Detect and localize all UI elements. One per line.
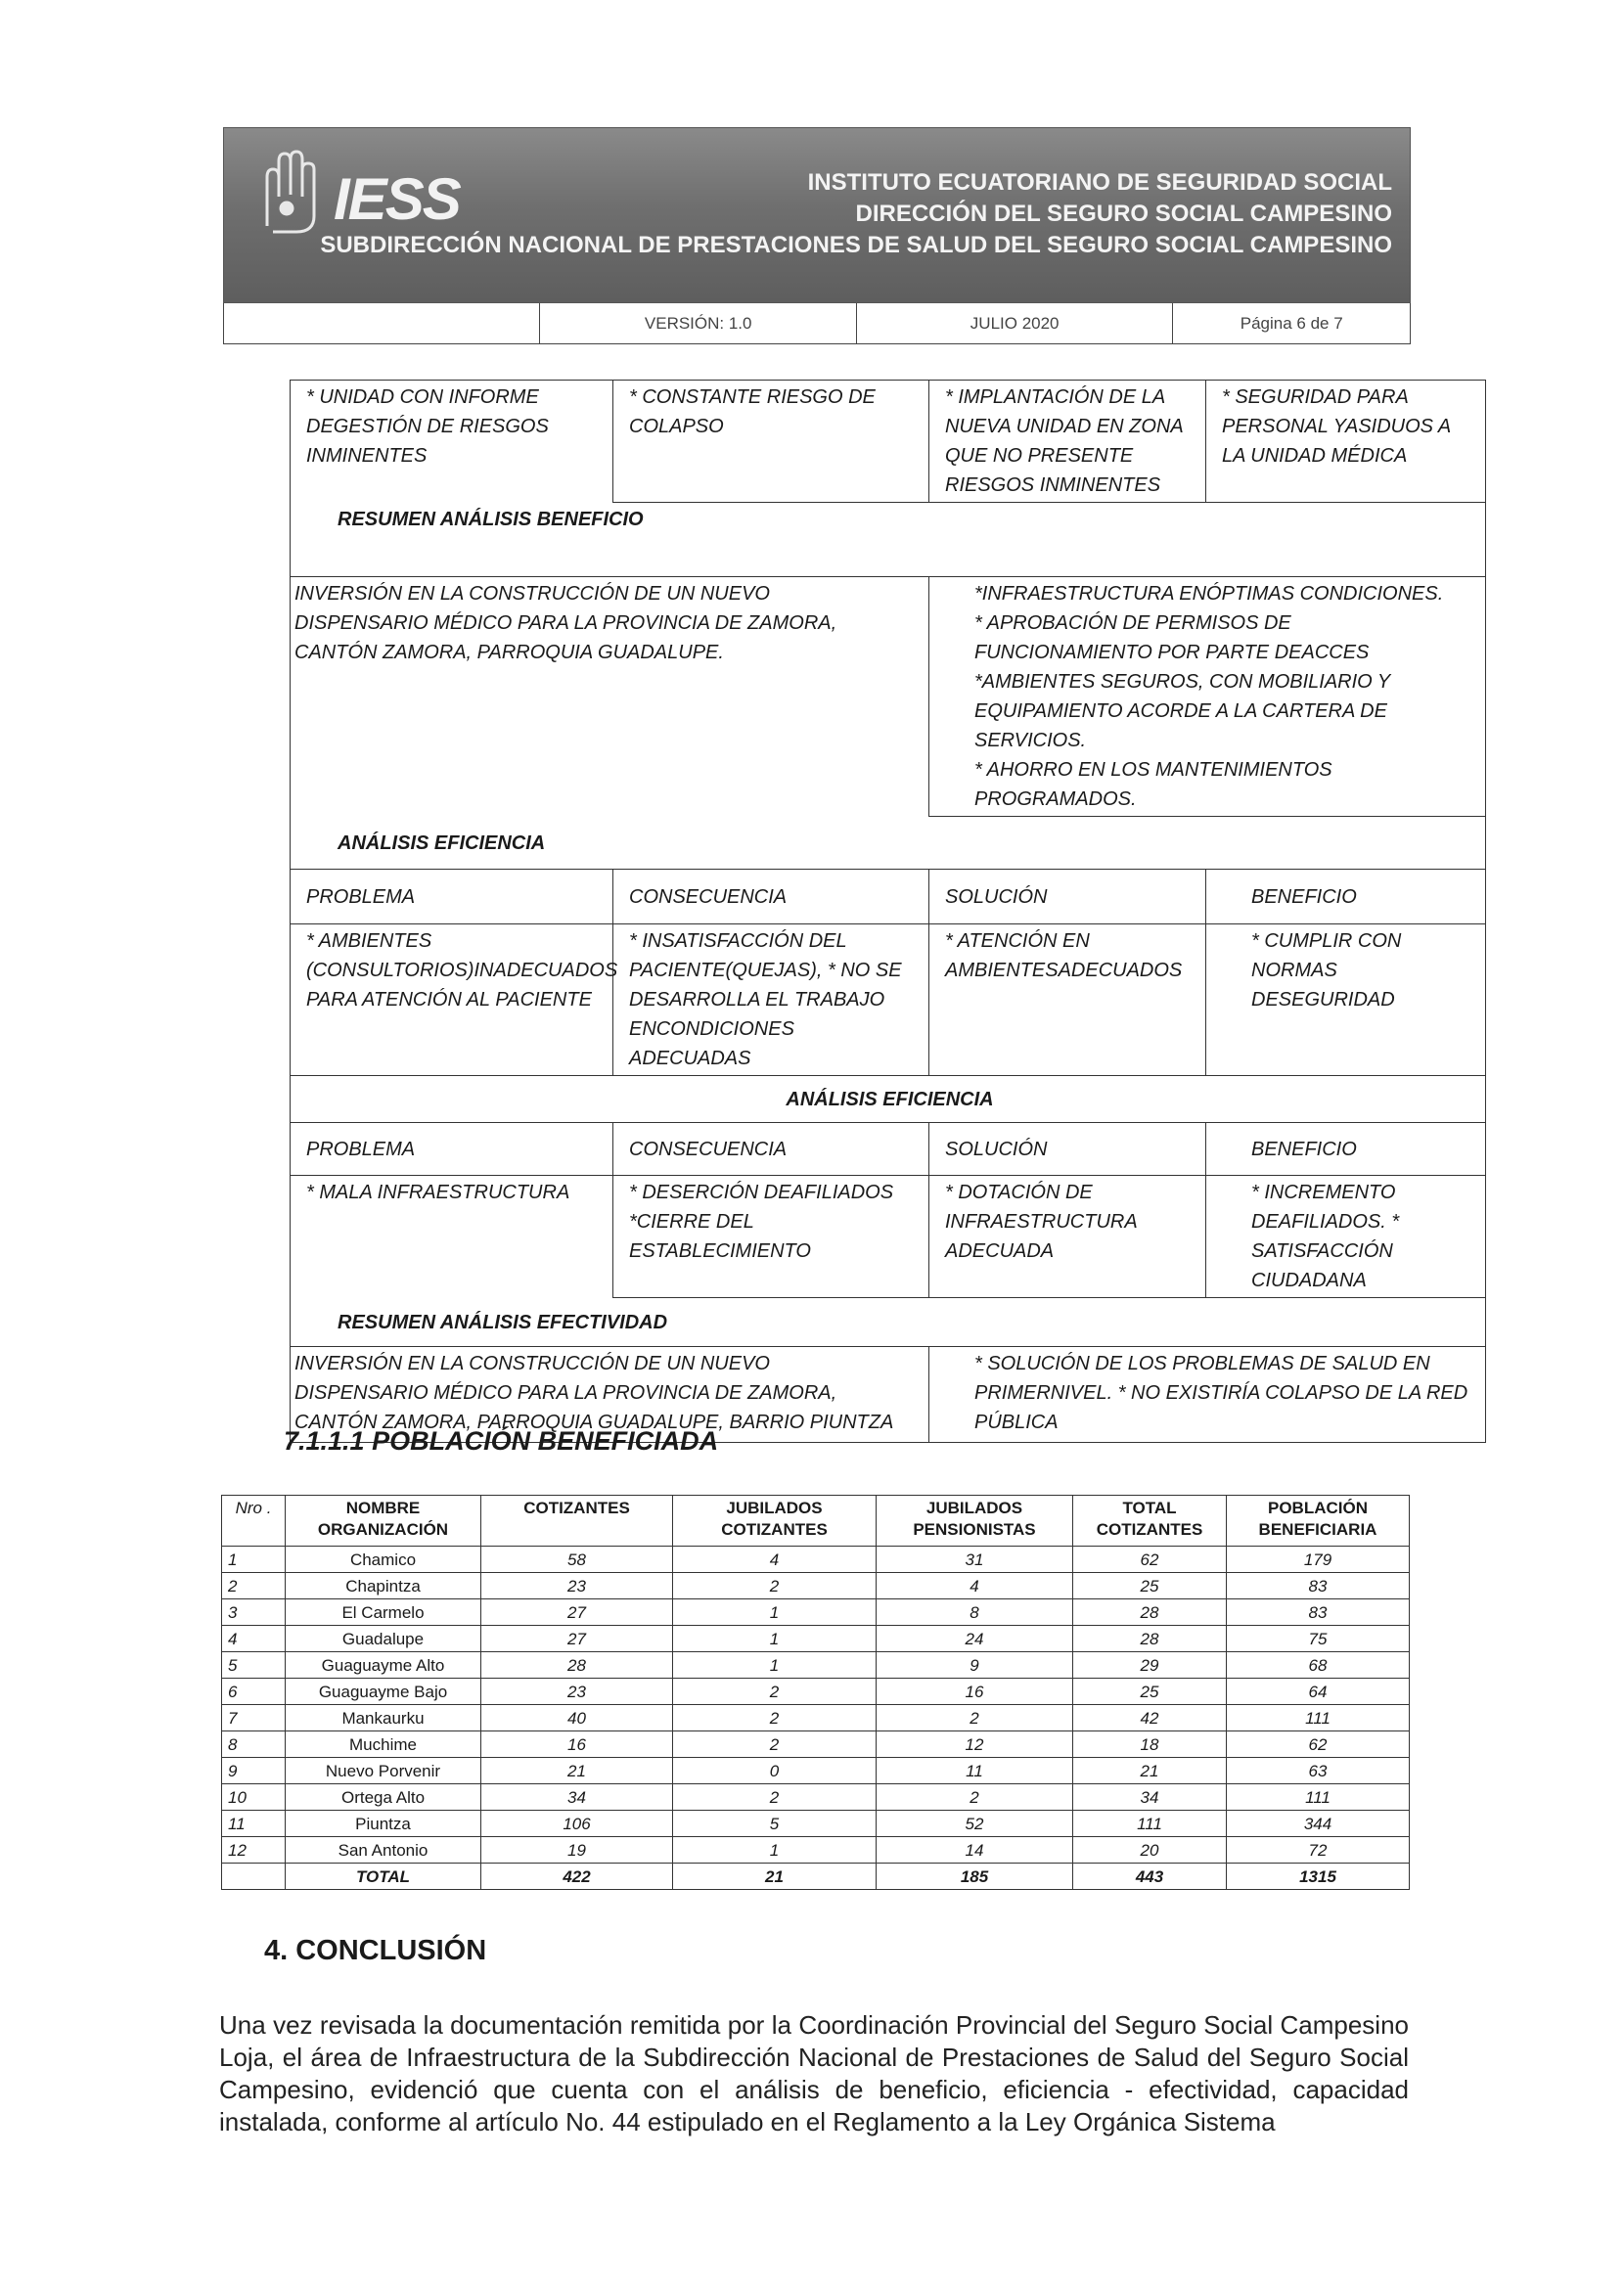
column-header: COTIZANTES [481, 1496, 673, 1547]
table-cell: 2 [673, 1705, 877, 1731]
total-cell: 443 [1073, 1864, 1227, 1890]
table-cell: * AMBIENTES (CONSULTORIOS)INADECUADOS PARA ATENCIÓN AL PACIENTE [291, 924, 613, 1076]
table-cell: 52 [877, 1811, 1073, 1837]
table-cell: 16 [481, 1731, 673, 1758]
total-cell: 21 [673, 1864, 877, 1890]
table-cell: 42 [1073, 1705, 1227, 1731]
table-row [222, 1731, 1410, 1758]
table-row [291, 1298, 1486, 1347]
table-cell: 27 [481, 1626, 673, 1652]
header-beneficio: BENEFICIO [1206, 870, 1486, 924]
total-cell: TOTAL [286, 1864, 481, 1890]
table-cell: 11 [877, 1758, 1073, 1784]
table-cell: 23 [481, 1679, 673, 1705]
table-row [222, 1758, 1410, 1784]
version-row [223, 303, 1411, 344]
header-problema: PROBLEMA [291, 870, 613, 924]
beneficio-details [929, 577, 1486, 817]
table-cell: 4 [877, 1573, 1073, 1599]
total-cell: 185 [877, 1864, 1073, 1890]
table-cell: 2 [673, 1679, 877, 1705]
total-cell [222, 1864, 286, 1890]
organization-name-cell: Muchime [286, 1731, 481, 1758]
table-row [291, 1176, 1486, 1298]
table-cell: 40 [481, 1705, 673, 1731]
column-header: NOMBRE ORGANIZACIÓN [286, 1496, 481, 1547]
table-cell: 0 [673, 1758, 877, 1784]
population-table [221, 1495, 1410, 1890]
table-row [291, 870, 1486, 924]
conclusion-paragraph: Una vez revisada la documentación remitida por la Coordinación Provincial del Seguro Social Campesino Loja, el área de Infraestructura de la Subdirección Nacional de Prestaciones de Salud del Seguro Social Campesino, evidenció que cuenta con el análisis de beneficio, eficiencia - efectividad, capacidad instalada, conforme al artículo No. 44 estipulado en el Reglamento a la Ley Orgánica Sistema [219, 2010, 1409, 2136]
organization-name-cell: Mankaurku [286, 1705, 481, 1731]
table-row [222, 1652, 1410, 1679]
table-cell: 2 [673, 1731, 877, 1758]
table-cell: 19 [481, 1837, 673, 1864]
table-cell: 344 [1227, 1811, 1410, 1837]
page-number-cell: Página 6 de 7 [1240, 313, 1343, 333]
organization-name-cell: San Antonio [286, 1837, 481, 1864]
column-header: POBLACIÓN BENEFICIARIA [1227, 1496, 1410, 1547]
header-banner [223, 127, 1411, 303]
table-cell: 27 [481, 1599, 673, 1626]
table-row [222, 1837, 1410, 1864]
table-row [222, 1705, 1410, 1731]
institute-name: INSTITUTO ECUATORIANO DE SEGURIDAD SOCIAL [807, 169, 1392, 196]
table-cell: 83 [1227, 1573, 1410, 1599]
table-cell: 4 [673, 1547, 877, 1573]
table-cell: 34 [1073, 1784, 1227, 1811]
eficiencia-label: ANÁLISIS EFICIENCIA [291, 817, 1486, 870]
table-cell: 23 [481, 1573, 673, 1599]
beneficio-item: *INFRAESTRUCTURA ENÓPTIMAS CONDICIONES. [974, 583, 1444, 605]
table-cell: 111 [1227, 1705, 1410, 1731]
table-cell: 7 [222, 1705, 286, 1731]
table-cell: 2 [222, 1573, 286, 1599]
table-cell: 25 [1073, 1573, 1227, 1599]
table-cell: 10 [222, 1784, 286, 1811]
table-cell: 62 [1227, 1731, 1410, 1758]
column-header: Nro . [222, 1496, 286, 1547]
beneficio-item: * APROBACIÓN DE PERMISOS DE FUNCIONAMIENTO POR PARTE DEACCES *AMBIENTES SEGUROS, CON MOBILIARIO Y EQUIPAMIENTO ACORDE A LA CARTERA DE SERVICIOS. [974, 612, 1390, 751]
header-solucion: SOLUCIÓN [929, 1123, 1206, 1176]
table-cell: 21 [1073, 1758, 1227, 1784]
table-cell: 1 [673, 1652, 877, 1679]
table-cell: 20 [1073, 1837, 1227, 1864]
date-cell: JULIO 2020 [857, 303, 1173, 343]
header-problema: PROBLEMA [291, 1123, 613, 1176]
table-cell: 64 [1227, 1679, 1410, 1705]
table-cell: 5 [222, 1652, 286, 1679]
table-cell: * UNIDAD CON INFORME DEGESTIÓN DE RIESGOS INMINENTES [291, 381, 613, 503]
iess-logo [253, 148, 460, 236]
column-header: TOTAL COTIZANTES [1073, 1496, 1227, 1547]
table-cell: 2 [673, 1573, 877, 1599]
table-cell: 31 [877, 1547, 1073, 1573]
table-cell: 18 [1073, 1731, 1227, 1758]
table-cell: 58 [481, 1547, 673, 1573]
table-cell: 25 [1073, 1679, 1227, 1705]
table-cell: 28 [481, 1652, 673, 1679]
table-cell: 83 [1227, 1599, 1410, 1626]
table-cell: * ATENCIÓN EN AMBIENTESADECUADOS [929, 924, 1206, 1076]
beneficio-summary: INVERSIÓN EN LA CONSTRUCCIÓN DE UN NUEVO DISPENSARIO MÉDICO PARA LA PROVINCIA DE ZAMORA, CANTÓN ZAMORA, PARROQUIA GUADALUPE. [291, 577, 929, 817]
table-cell: 62 [1073, 1547, 1227, 1573]
version-blank-cell [224, 303, 540, 343]
column-header: JUBILADOS PENSIONISTAS [877, 1496, 1073, 1547]
table-cell: * MALA INFRAESTRUCTURA [291, 1176, 613, 1298]
table-row [222, 1784, 1410, 1811]
eficiencia-label-2: ANÁLISIS EFICIENCIA [291, 1076, 1486, 1123]
conclusion-title: 4. CONCLUSIÓN [264, 1935, 487, 1966]
table-cell: 2 [877, 1705, 1073, 1731]
hand-logo-icon [253, 148, 322, 236]
table-cell: 8 [222, 1731, 286, 1758]
table-cell: 1 [673, 1837, 877, 1864]
table-cell: 106 [481, 1811, 673, 1837]
organization-name-cell: Guadalupe [286, 1626, 481, 1652]
table-cell: 111 [1227, 1784, 1410, 1811]
table-row [222, 1811, 1410, 1837]
total-row [222, 1864, 1410, 1890]
logo-wordmark: IESS [334, 166, 460, 232]
organization-name-cell: Guaguayme Alto [286, 1652, 481, 1679]
efectividad-details: * SOLUCIÓN DE LOS PROBLEMAS DE SALUD EN PRIMERNIVEL. * NO EXISTIRÍA COLAPSO DE LA RED PÚBLICA [929, 1347, 1486, 1443]
header-beneficio: BENEFICIO [1206, 1123, 1486, 1176]
table-cell: 1 [222, 1547, 286, 1573]
table-cell: 68 [1227, 1652, 1410, 1679]
table-cell: * IMPLANTACIÓN DE LA NUEVA UNIDAD EN ZONA QUE NO PRESENTE RIESGOS INMINENTES [929, 381, 1206, 503]
table-cell: 12 [877, 1731, 1073, 1758]
direction-name: DIRECCIÓN DEL SEGURO SOCIAL CAMPESINO [855, 201, 1392, 227]
table-cell: 2 [673, 1784, 877, 1811]
table-row [222, 1547, 1410, 1573]
header-solucion: SOLUCIÓN [929, 870, 1206, 924]
subdirection-name: SUBDIRECCIÓN NACIONAL DE PRESTACIONES DE SALUD DEL SEGURO SOCIAL CAMPESINO [320, 232, 1392, 258]
population-table-body [222, 1547, 1410, 1890]
organization-name-cell: Chapintza [286, 1573, 481, 1599]
table-cell: 5 [673, 1811, 877, 1837]
table-cell: 9 [222, 1758, 286, 1784]
table-row [222, 1679, 1410, 1705]
total-cell: 1315 [1227, 1864, 1410, 1890]
version-cell: VERSIÓN: 1.0 [540, 303, 856, 343]
table-row [291, 1076, 1486, 1123]
table-cell: 16 [877, 1679, 1073, 1705]
table-row [291, 503, 1486, 577]
table-cell: 3 [222, 1599, 286, 1626]
organization-name-cell: Chamico [286, 1547, 481, 1573]
table-cell: * CONSTANTE RIESGO DE COLAPSO [613, 381, 929, 503]
table-row [222, 1573, 1410, 1599]
table-header-row [222, 1496, 1410, 1547]
table-cell: 21 [481, 1758, 673, 1784]
analysis-table [290, 380, 1486, 1443]
table-cell: 11 [222, 1811, 286, 1837]
table-row [291, 924, 1486, 1076]
table-cell: 29 [1073, 1652, 1227, 1679]
table-row [291, 1123, 1486, 1176]
resumen-beneficio-label: RESUMEN ANÁLISIS BENEFICIO [291, 503, 1486, 577]
table-cell: 24 [877, 1626, 1073, 1652]
table-row [222, 1626, 1410, 1652]
table-row [291, 577, 1486, 817]
efectividad-summary: INVERSIÓN EN LA CONSTRUCCIÓN DE UN NUEVO DISPENSARIO MÉDICO PARA LA PROVINCIA DE ZAMORA, CANTÓN ZAMORA, PARROQUIA GUADALUPE, BARRIO PIUNTZA [291, 1347, 929, 1443]
table-cell: * CUMPLIR CON NORMAS DESEGURIDAD [1206, 924, 1486, 1076]
beneficio-item: * AHORRO EN LOS MANTENIMIENTOS PROGRAMADOS. [974, 759, 1332, 810]
organization-name-cell: Ortega Alto [286, 1784, 481, 1811]
organization-name-cell: Guaguayme Bajo [286, 1679, 481, 1705]
table-cell: 4 [222, 1626, 286, 1652]
table-cell: * DESERCIÓN DEAFILIADOS *CIERRE DEL ESTABLECIMIENTO [613, 1176, 929, 1298]
table-cell: 6 [222, 1679, 286, 1705]
table-cell: * SEGURIDAD PARA PERSONAL YASIDUOS A LA UNIDAD MÉDICA [1206, 381, 1486, 503]
total-cell: 422 [481, 1864, 673, 1890]
resumen-efectividad-label: RESUMEN ANÁLISIS EFECTIVIDAD [291, 1298, 1486, 1347]
table-cell: 1 [673, 1599, 877, 1626]
header-consecuencia: CONSECUENCIA [613, 1123, 929, 1176]
organization-name-cell: El Carmelo [286, 1599, 481, 1626]
table-cell: 75 [1227, 1626, 1410, 1652]
header-consecuencia: CONSECUENCIA [613, 870, 929, 924]
table-cell: 28 [1073, 1626, 1227, 1652]
table-cell: 8 [877, 1599, 1073, 1626]
table-cell: * DOTACIÓN DE INFRAESTRUCTURA ADECUADA [929, 1176, 1206, 1298]
organization-name-cell: Piuntza [286, 1811, 481, 1837]
table-row [222, 1599, 1410, 1626]
table-cell: * INSATISFACCIÓN DEL PACIENTE(QUEJAS), * NO SE DESARROLLA EL TRABAJO ENCONDICIONES ADECUADAS [613, 924, 929, 1076]
organization-name-cell: Nuevo Porvenir [286, 1758, 481, 1784]
table-cell: 72 [1227, 1837, 1410, 1864]
table-row [291, 817, 1486, 870]
table-cell: 2 [877, 1784, 1073, 1811]
column-header: JUBILADOS COTIZANTES [673, 1496, 877, 1547]
table-cell: 179 [1227, 1547, 1410, 1573]
table-cell: * INCREMENTO DEAFILIADOS. * SATISFACCIÓN CIUDADANA [1206, 1176, 1486, 1298]
table-row [291, 381, 1486, 503]
table-cell: 111 [1073, 1811, 1227, 1837]
table-cell: 28 [1073, 1599, 1227, 1626]
table-cell: 9 [877, 1652, 1073, 1679]
table-cell: 34 [481, 1784, 673, 1811]
table-cell: 63 [1227, 1758, 1410, 1784]
table-cell: 14 [877, 1837, 1073, 1864]
table-cell: 1 [673, 1626, 877, 1652]
table-cell: 12 [222, 1837, 286, 1864]
section-title: 7.1.1.1 POBLACIÓN BENEFICIADA [284, 1426, 719, 1456]
